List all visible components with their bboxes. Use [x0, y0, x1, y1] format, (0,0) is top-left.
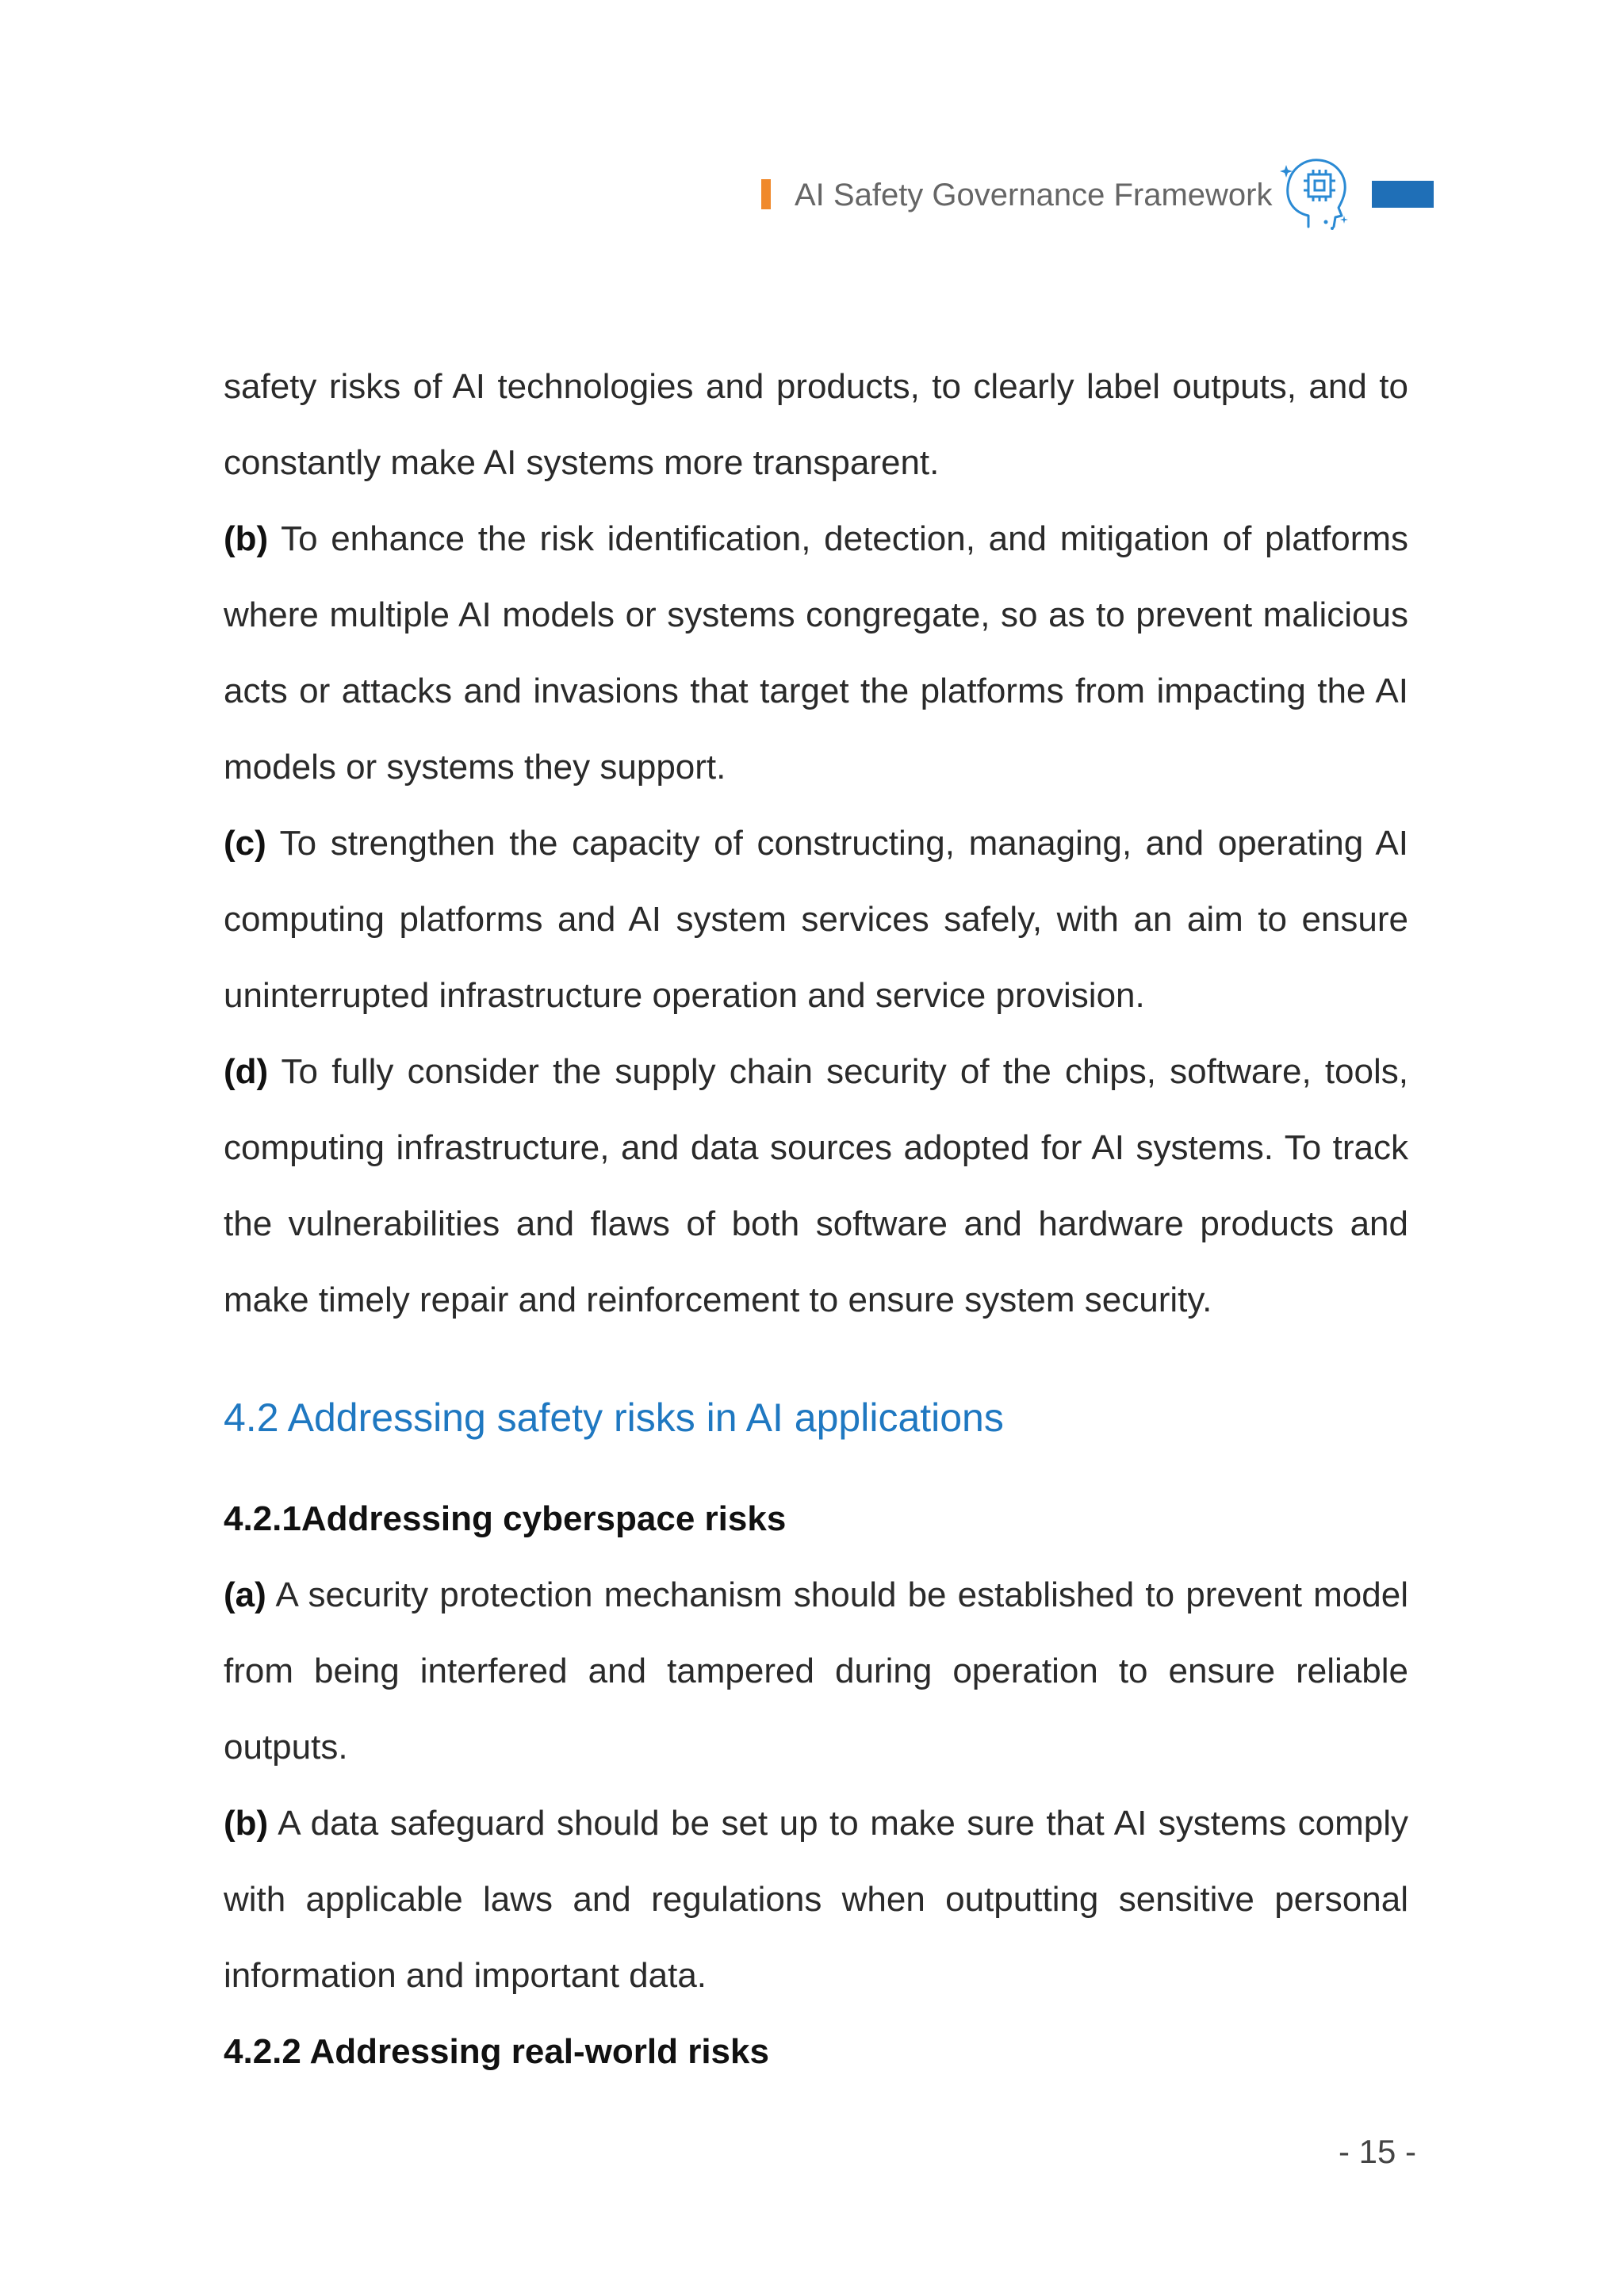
item-label: (c): [224, 824, 266, 863]
page-header: [761, 176, 1443, 255]
item-label: (b): [224, 519, 269, 558]
header-orange-bar: [761, 179, 771, 209]
paragraph-b: [224, 501, 1408, 806]
paragraph-text: To strengthen the capacity of constructing, managing, and operating AI computing platforms and AI system services safely, with an aim to ensure uninterrupted infrastructure operation and service provision.: [224, 824, 1408, 1015]
subsection-heading-4-2-2: 4.2.2 Addressing real-world risks: [224, 2032, 769, 2071]
item-label: (a): [224, 1575, 266, 1614]
paragraph-text: A security protection mechanism should be established to prevent model from being interfered and tampered during operation to ensure reliable outputs.: [224, 1575, 1408, 1767]
paragraph-text: To enhance the risk identification, detection, and mitigation of platforms where multiple AI models or systems congregate, so as to prevent malicious acts or attacks and invasions that target the platforms from impacting the AI models or systems they support.: [224, 519, 1408, 787]
item-label: (b): [224, 1804, 269, 1843]
paragraph-text: To fully consider the supply chain security of the chips, software, tools, computing infrastructure, and data sources adopted for AI systems. To track the vulnerabilities and flaws of both software and hardware products and make timely repair and reinforcement to ensure system security.: [224, 1052, 1408, 1319]
section-heading-4-2: 4.2 Addressing safety risks in AI applications: [224, 1395, 1004, 1440]
paragraph-intro: [224, 349, 1408, 501]
item-label: (d): [224, 1052, 269, 1091]
subsection-heading-4-2-1: 4.2.1Addressing cyberspace risks: [224, 1499, 787, 1538]
paragraph-text: A data safeguard should be set up to make sure that AI systems comply with applicable laws and regulations when outputting sensitive personal information and important data.: [224, 1804, 1408, 1995]
header-title: AI Safety Governance Framework: [795, 178, 1273, 212]
page-content: [224, 349, 1408, 2090]
paragraph-text: safety risks of AI technologies and products, to clearly label outputs, and to constantly make AI systems more transparent.: [224, 367, 1408, 482]
paragraph-c: [224, 806, 1408, 1034]
paragraph-421-b: [224, 1786, 1408, 2014]
paragraph-421-a: [224, 1557, 1408, 1786]
paragraph-d: [224, 1034, 1408, 1338]
page-number: - 15 -: [1338, 2133, 1416, 2170]
header-blue-block: [1372, 181, 1434, 208]
ai-head-chip-icon: [1277, 152, 1353, 239]
